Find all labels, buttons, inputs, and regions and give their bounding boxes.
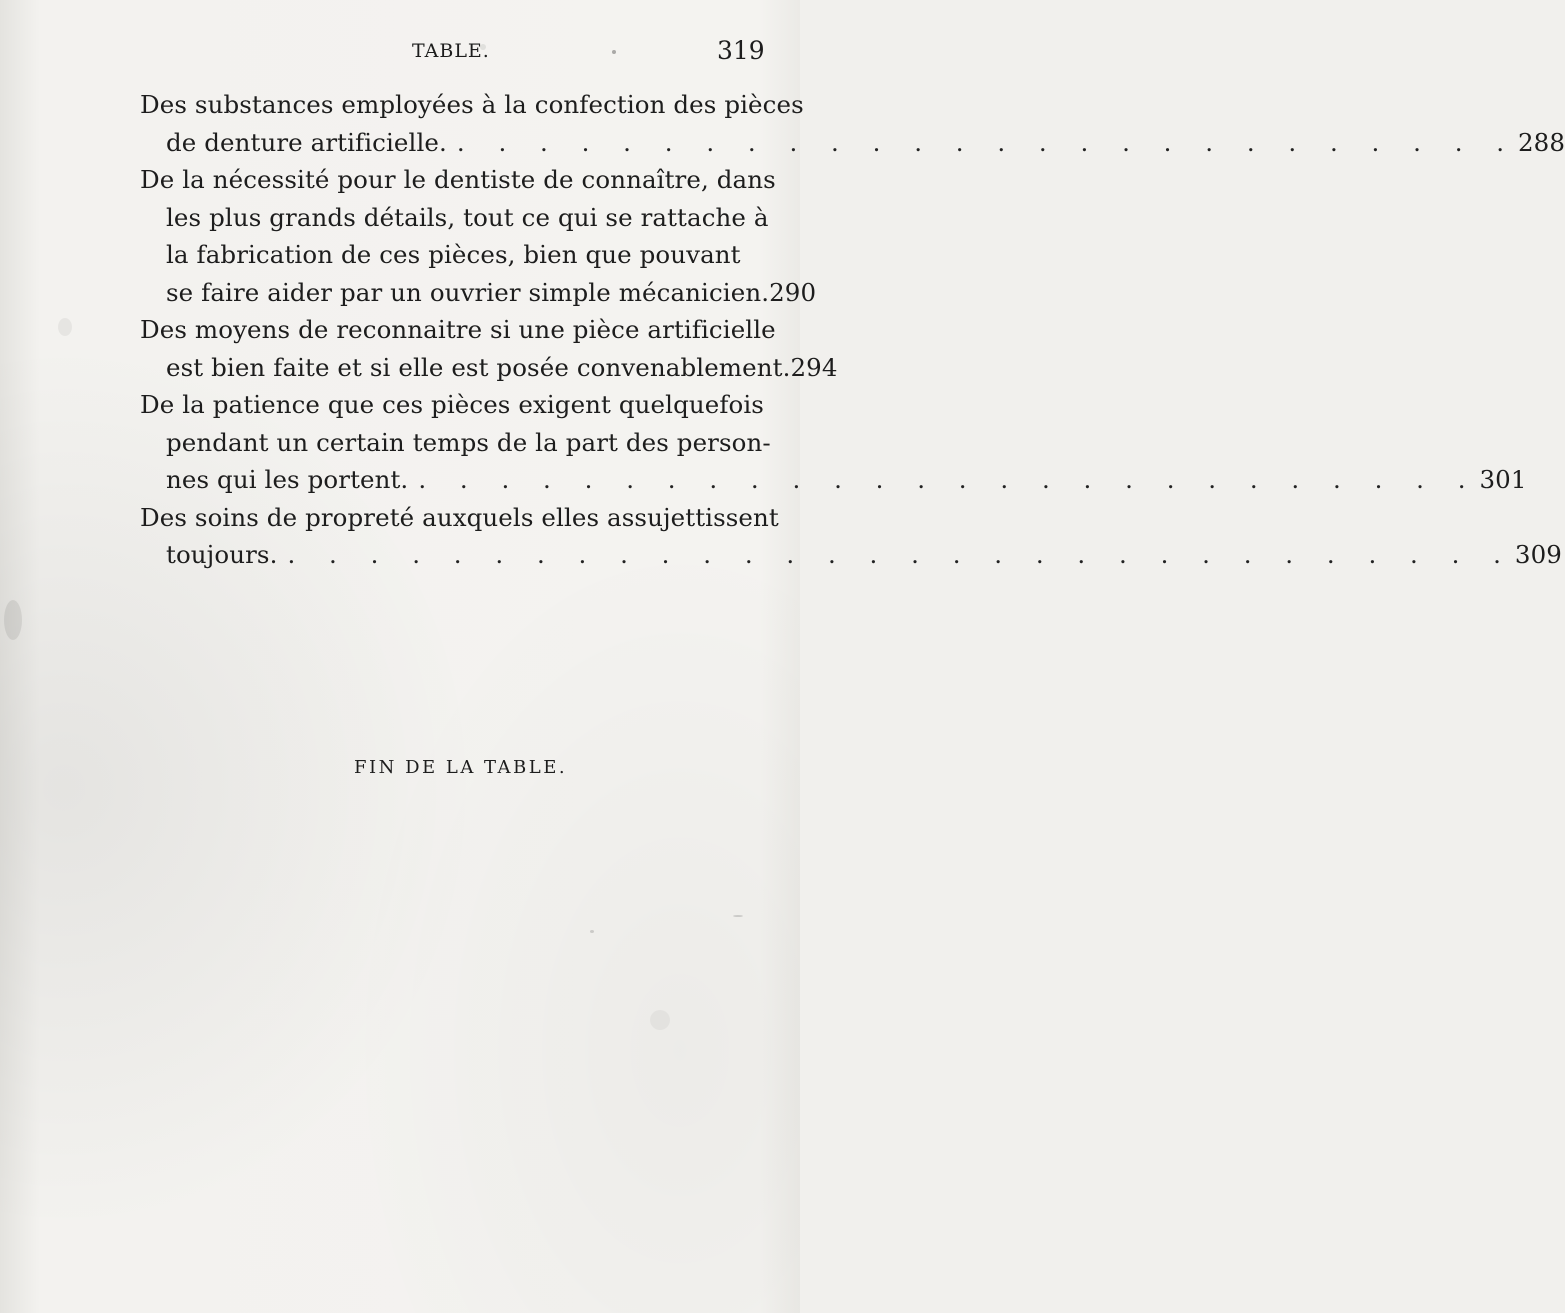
paper-speck xyxy=(480,44,486,50)
paper-speck xyxy=(4,600,22,640)
paper-speck xyxy=(650,1010,670,1030)
toc-page-ref: 290 xyxy=(769,277,817,307)
toc-entry-line: pendant un certain temps de la part des person- xyxy=(166,427,771,457)
toc-page-ref: 309 xyxy=(1514,540,1562,569)
toc-entry-line: De la patience que ces pièces exigent quelquefois xyxy=(140,390,764,419)
toc-entry xyxy=(140,161,817,311)
table-of-contents xyxy=(140,86,1565,574)
paper-speck xyxy=(733,915,743,917)
toc-page-ref: 288 xyxy=(1517,127,1565,157)
toc-entry-last-line xyxy=(140,274,817,312)
dot-leader: . . . . . . . . . . . . . . . . . . . . . . . . . . . . . . xyxy=(287,540,1514,569)
end-of-table-notice: FIN DE LA TABLE. xyxy=(354,757,568,778)
toc-entry xyxy=(140,499,1562,574)
toc-entry-line: se faire aider par un ouvrier simple mécanicien. xyxy=(166,277,770,307)
paper-speck xyxy=(590,930,594,933)
toc-entry-line: les plus grands détails, tout ce qui se rattache à xyxy=(166,202,769,232)
toc-entry-line: nes qui les portent. xyxy=(166,465,409,494)
dot-leader: . . . . . . . . . . . . . . . . . . . . . . . . . . xyxy=(456,127,1518,157)
toc-entry-last-line xyxy=(140,349,838,387)
toc-entry-line: De la nécessité pour le dentiste de connaître, dans xyxy=(140,165,776,194)
toc-entry-last-line xyxy=(140,536,1562,574)
toc-entry-last-line xyxy=(140,124,1565,162)
toc-entry-line: la fabrication de ces pièces, bien que pouvant xyxy=(166,240,741,269)
toc-entry xyxy=(140,86,1565,161)
toc-entry-last-line xyxy=(140,461,1527,499)
toc-entry xyxy=(140,386,1527,499)
running-head xyxy=(0,36,800,76)
toc-entry-line: est bien faite et si elle est posée convenablement. xyxy=(166,352,791,382)
toc-entry-line: toujours. xyxy=(166,540,278,569)
toc-entry-line: Des soins de propreté auxquels elles assujettissent xyxy=(140,502,779,532)
dot-leader: . . . . . . . . . . . . . . . . . . . . . . . . . . xyxy=(418,465,1479,494)
toc-page-ref: 301 xyxy=(1479,465,1527,494)
toc-entry-line: Des moyens de reconnaitre si une pièce artificielle xyxy=(140,315,776,344)
toc-entry-line: de denture artificielle. xyxy=(166,127,447,157)
toc-entry-line: Des substances employées à la confection des pièces xyxy=(140,90,804,119)
page-number: 319 xyxy=(717,36,765,65)
toc-entry xyxy=(140,311,838,386)
running-head-title: TABLE. xyxy=(412,40,490,62)
toc-page-ref: 294 xyxy=(790,352,838,382)
paper-speck xyxy=(612,50,616,54)
paper-speck xyxy=(58,318,72,336)
